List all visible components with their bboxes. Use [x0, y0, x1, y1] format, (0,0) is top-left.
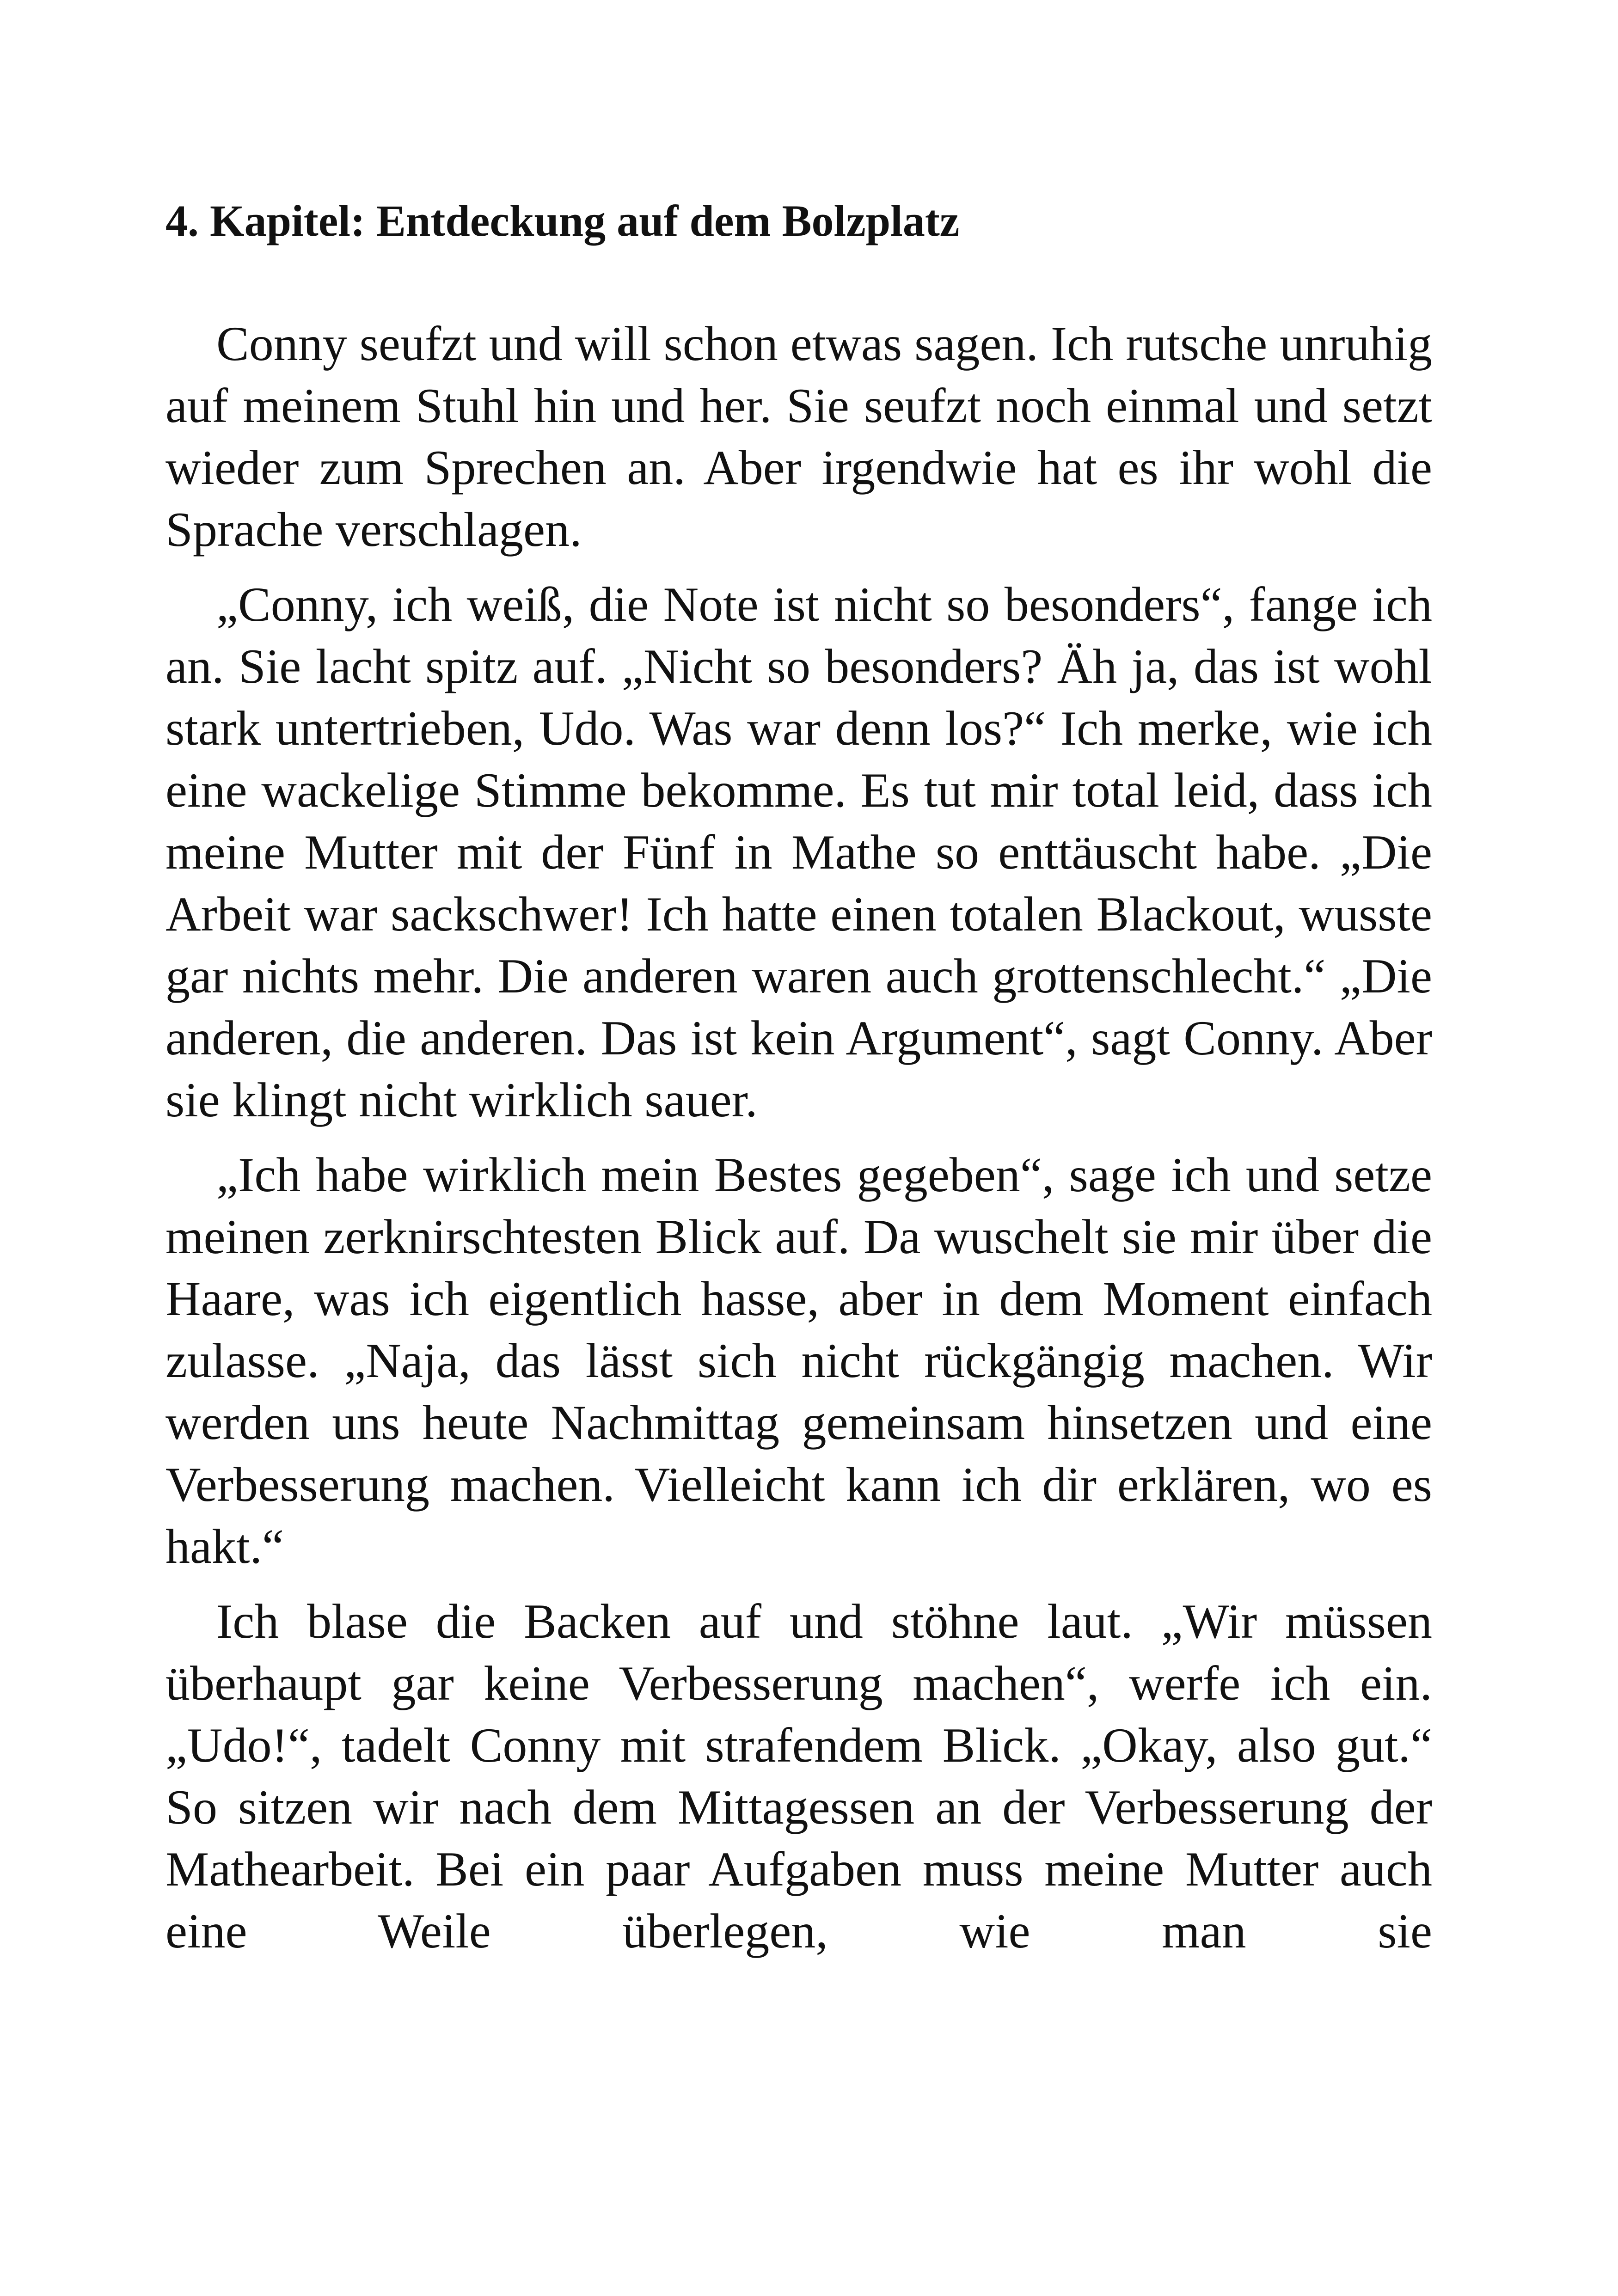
- chapter-title: 4. Kapitel: Entdeckung auf dem Bolzplatz: [165, 196, 960, 245]
- paragraph-4: Ich blase die Backen auf und stöhne laut. „Wir müssen überhaupt gar keine Verbesserung machen“, werfe ich ein. „Udo!“, tadelt Conny mit strafendem Blick. „Okay, also gut.“ So sitzen wir nach dem Mittagessen an der Verbesserung der Mathearbeit. Bei ein paar Aufgaben muss meine Mutter auch eine Weile überlegen, wie man sie: [165, 1594, 1432, 1959]
- paragraph-3: „Ich habe wirklich mein Bestes gegeben“, sage ich und setze meinen zerknirschtesten Blick auf. Da wuschelt sie mir über die Haare, was ich eigentlich hasse, aber in dem Moment einfach zulasse. „Naja, das lässt sich nicht rückgängig machen. Wir werden uns heute Nachmittag gemeinsam hinsetzen und eine Verbesserung machen. Vielleicht kann ich dir erklären, wo es hakt.“: [165, 1148, 1432, 1574]
- paragraph-1: Conny seufzt und will schon etwas sagen. Ich rutsche unruhig auf meinem Stuhl hin und her. Sie seufzt noch einmal und setzt wieder zum Sprechen an. Aber irgendwie hat es ihr wohl die Sprache verschlagen.: [165, 317, 1432, 557]
- paragraph-2: „Conny, ich weiß, die Note ist nicht so besonders“, fange ich an. Sie lacht spitz auf. „Nicht so besonders? Äh ja, das ist wohl stark untertrieben, Udo. Was war denn los?“ Ich merke, wie ich eine wackelige Stimme bekomme. Es tut mir total leid, dass ich meine Mutter mit der Fünf in Mathe so enttäuscht habe. „Die Arbeit war sackschwer! Ich hatte einen totalen Blackout, wusste gar nichts mehr. Die anderen waren auch grottenschlecht.“ „Die anderen, die anderen. Das ist kein Argument“, sagt Conny. Aber sie klingt nicht wirklich sauer.: [165, 577, 1432, 1127]
- book-page: [165, 194, 1432, 1975]
